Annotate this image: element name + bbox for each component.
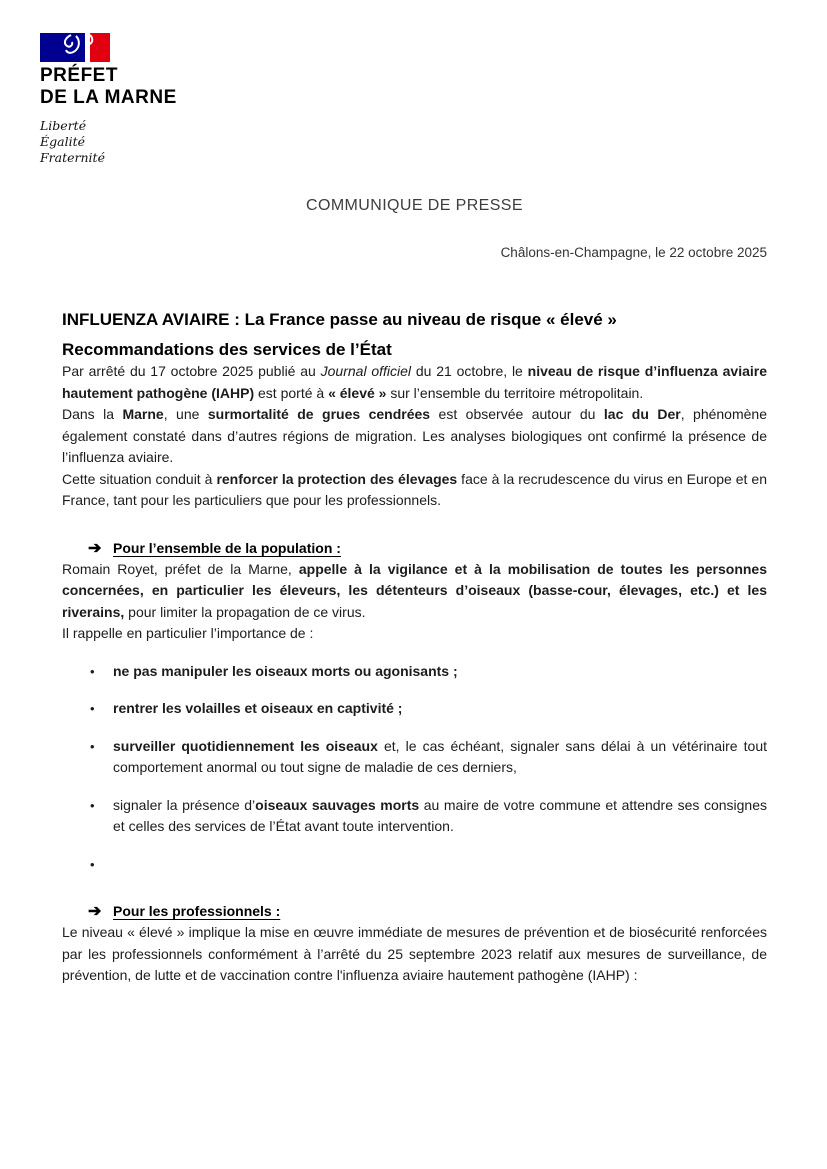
paragraph-marne-surmortalite: Dans la Marne, une surmortalité de grues cendrées est observée autour du lac du Der, phénomène également constaté dans d’autres régions de migration. Les analyses biologiques ont confirmé la présence de l’influenza aviaire. bbox=[62, 406, 767, 465]
main-title-line2: Recommandations des services de l’État bbox=[62, 340, 392, 359]
section-heading-population bbox=[88, 538, 767, 559]
section-heading-professionnels bbox=[88, 901, 767, 922]
arrow-right-icon: ➔ bbox=[88, 539, 102, 557]
prefecture-name-line2: DE LA MARNE bbox=[40, 87, 177, 108]
arrow-right-icon: ➔ bbox=[88, 903, 102, 920]
list-item-text: signaler la présence d’oiseaux sauvages morts au maire de votre commune et attendre ses consignes et celles des services de l’État avant toute intervention. bbox=[113, 796, 767, 834]
dateline: Châlons-en-Champagne, le 22 octobre 2025 bbox=[500, 245, 767, 260]
document-type-heading: COMMUNIQUE DE PRESSE bbox=[306, 197, 523, 214]
motto-liberte: Liberté bbox=[40, 118, 87, 133]
paragraph-prefet-appel: Romain Royet, préfet de la Marne, appelle à la vigilance et à la mobilisation de toutes les personnes concernées, en particulier les éleveurs, les détenteurs d’oiseaux (basse-cour, élevages, etc.) et les riverains, pour limiter la propagation de ce virus. bbox=[62, 560, 767, 620]
list-item bbox=[62, 661, 767, 683]
main-title-line1: INFLUENZA AVIAIRE : La France passe au niveau de risque « élevé » bbox=[62, 310, 617, 329]
main-title bbox=[62, 309, 767, 361]
list-item-text: ne pas manipuler les oiseaux morts ou agonisants ; bbox=[113, 662, 458, 679]
paragraph-rappel: Il rappelle en particulier l’importance de : bbox=[62, 625, 314, 641]
bullet-icon: • bbox=[90, 797, 95, 813]
list-item-empty bbox=[62, 854, 767, 876]
republic-motto bbox=[40, 118, 270, 166]
french-flag-marianne-icon bbox=[40, 33, 110, 62]
bullet-icon: • bbox=[90, 738, 95, 754]
list-item-text: surveiller quotidiennement les oiseaux et, le cas échéant, signaler sans délai à un vétérinaire tout comportement anormal ou tout signe de maladie de ces derniers, bbox=[113, 737, 768, 775]
prefecture-name bbox=[40, 65, 270, 109]
motto-fraternite: Fraternité bbox=[40, 150, 105, 165]
bullet-icon: • bbox=[90, 856, 95, 872]
motto-egalite: Égalité bbox=[40, 134, 85, 149]
paragraph-niveau-eleve: Le niveau « élevé » implique la mise en œuvre immédiate de mesures de prévention et de biosécurité renforcées par les professionnels conformément à l’arrêté du 25 septembre 2023 relatif aux mesures de surveillance, de prévention, de lutte et de vaccination contre l'influenza aviaire hautement pathogène (IAHP) : bbox=[62, 924, 767, 983]
paragraph-arrete: Par arrêté du 17 octobre 2025 publié au Journal officiel du 21 octobre, le niveau de risque d’influenza aviaire hautement pathogène (IAHP) est porté à « élevé » sur l’ensemble du territoire métropolitain. bbox=[62, 363, 767, 401]
bullet-icon: • bbox=[90, 663, 95, 679]
section-heading-population-label: Pour l’ensemble de la population : bbox=[113, 539, 341, 556]
section-heading-professionnels-label: Pour les professionnels : bbox=[113, 903, 281, 919]
list-item-text bbox=[113, 854, 767, 876]
prefecture-logo bbox=[40, 33, 270, 166]
list-item bbox=[62, 698, 767, 720]
list-item-text: rentrer les volailles et oiseaux en captivité ; bbox=[113, 700, 403, 716]
recommendations-list bbox=[62, 661, 767, 876]
bullet-icon: • bbox=[90, 701, 95, 716]
list-item bbox=[62, 736, 767, 779]
prefecture-name-line1: PRÉFET bbox=[40, 65, 118, 86]
list-item bbox=[62, 795, 767, 838]
paragraph-situation: Cette situation conduit à renforcer la protection des élevages face à la recrudescence du virus en Europe et en France, tant pour les particuliers que pour les professionnels. bbox=[62, 470, 767, 508]
